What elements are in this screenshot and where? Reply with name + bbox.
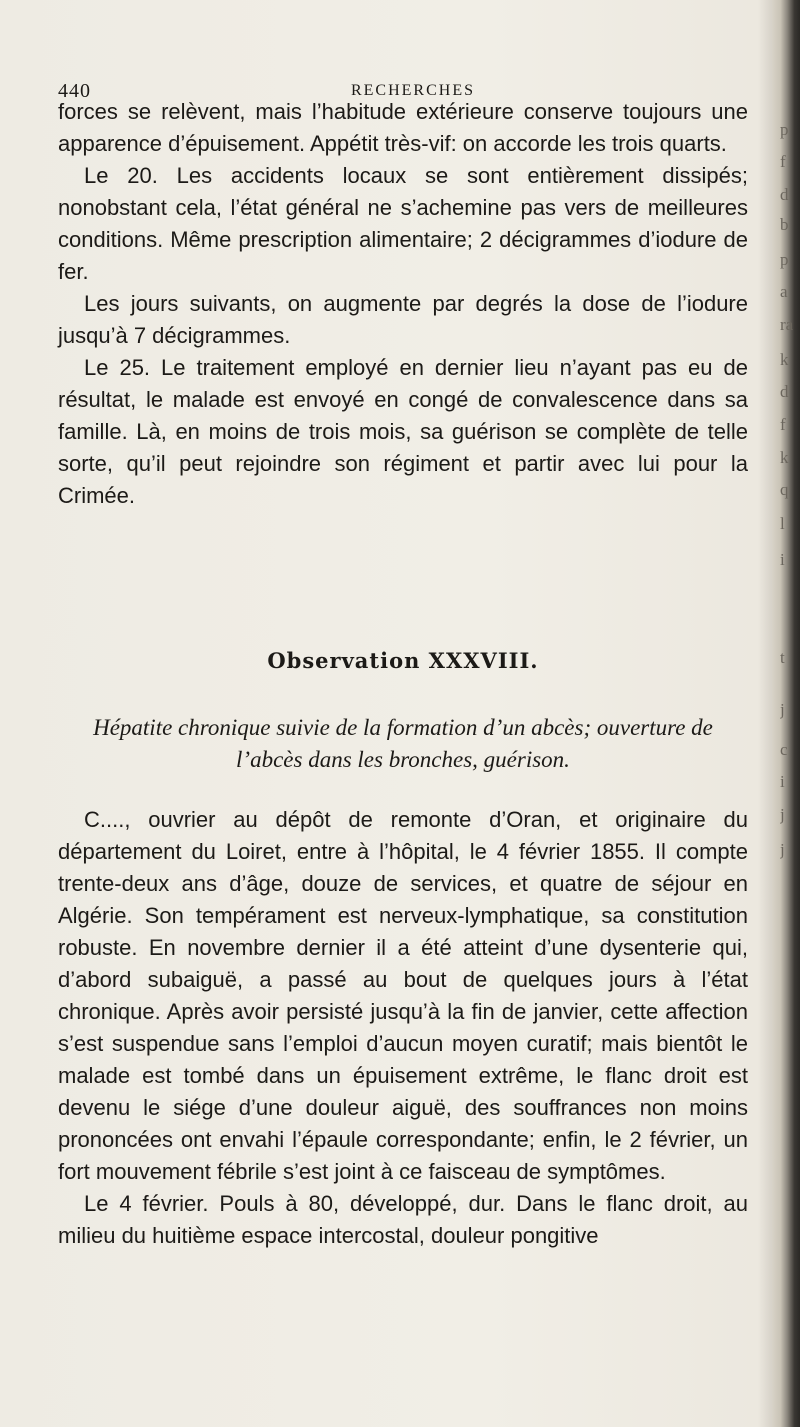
bleed-glyph: ra — [780, 315, 794, 334]
page-shadow — [758, 0, 772, 1427]
bleed-glyph: f — [780, 415, 786, 434]
bleed-glyph: k — [780, 350, 789, 369]
paragraph: Les jours suivants, on augmente par degrés la dose de l’iodure jusqu’à 7 décigrammes. — [58, 291, 748, 348]
page-number: 440 — [58, 80, 91, 102]
text-block-bottom — [58, 804, 748, 1252]
bleed-glyph: i — [780, 550, 785, 569]
bleed-glyph: j — [780, 700, 785, 719]
observation-title: Observation XXXVIII. — [267, 648, 539, 673]
running-head: RECHERCHES — [350, 82, 475, 99]
paragraph: forces se relèvent, mais l’habitude extérieure conserve toujours une apparence d’épuisement. Appétit très-vif: on accorde les trois quarts. — [58, 99, 748, 156]
bleed-glyph: a — [780, 282, 788, 301]
bleed-glyph: l — [780, 514, 785, 533]
bleed-glyph: f — [780, 152, 786, 171]
paragraph: C...., ouvrier au dépôt de remonte d’Oran, et originaire du département du Loiret, entre à l’hôpital, le 4 février 1855. Il compte trente-deux ans d’âge, douze de services, et quatre de séjour en Algérie. Son tempérament est nerveux-lymphatique, sa constitution robuste. En novembre dernier il a été atteint d’une dysenterie qui, d’abord subaiguë, a passé au bout de quelques jours à l’état chronique. Après avoir persisté jusqu’à la fin de janvier, cette affection s’est suspendue sans l’emploi d’aucun moyen curatif; mais bientôt le malade est tombé dans un épuisement extrême, le flanc droit est devenu le siége d’une douleur aiguë, des souffrances non moins prononcées ont envahi l’épaule correspondante; enfin, le 2 février, un fort mouvement fébrile s’est joint à ce faisceau de symptômes. — [58, 807, 748, 1184]
bleed-glyph: d — [780, 382, 789, 401]
text-block-top — [58, 96, 748, 512]
bleed-glyph: j — [780, 805, 785, 824]
bleed-glyph: k — [780, 448, 789, 467]
bleed-glyph: p — [780, 250, 789, 269]
paragraph: Le 20. Les accidents locaux se sont entièrement dissipés; nonobstant cela, l’état général ne s’achemine pas vers de meilleures conditions. Même prescription alimentaire; 2 décigrammes d’iodure de fer. — [58, 163, 748, 284]
paragraph: Le 25. Le traitement employé en dernier lieu n’ayant pas eu de résultat, le malade est envoyé en congé de convalescence dans sa famille. Là, en moins de trois mois, sa guérison se complète de telle sorte, qu’il peut rejoindre son régiment et partir avec lui pour la Crimée. — [58, 355, 748, 508]
paragraph: Le 4 février. Pouls à 80, développé, dur. Dans le flanc droit, au milieu du huitième espace intercostal, douleur pongitive — [58, 1191, 748, 1248]
bleed-glyph: p — [780, 120, 789, 139]
bleed-glyph: c — [780, 740, 788, 759]
observation-subtitle: Hépatite chronique suivie de la formation d’un abcès; ouverture de l’abcès dans les bronches, guérison. — [93, 715, 713, 772]
bleed-glyph: t — [780, 648, 785, 667]
bleed-glyph: j — [780, 840, 785, 859]
bleed-glyph: d — [780, 185, 789, 204]
bleed-glyph: q — [780, 480, 789, 499]
bleed-glyph: b — [780, 215, 789, 234]
bleed-glyph: i — [780, 772, 785, 791]
